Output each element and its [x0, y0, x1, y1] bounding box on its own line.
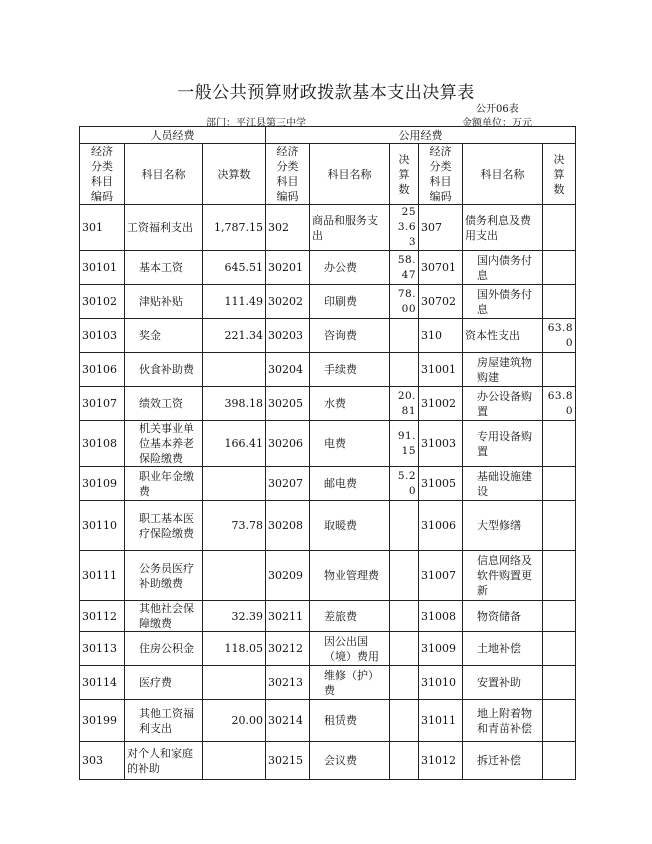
amount-cell — [543, 632, 576, 666]
amount-cell — [543, 251, 576, 285]
header-name: 科目名称 — [310, 144, 390, 205]
code-cell: 30113 — [80, 632, 125, 666]
name-cell: 债务利息及费用支出 — [463, 205, 543, 251]
name-cell: 资本性支出 — [463, 319, 543, 353]
amount-cell — [390, 353, 419, 387]
name-cell: 国外债务付息 — [463, 285, 543, 319]
table-row — [80, 285, 576, 319]
name-cell: 房屋建筑物购建 — [463, 353, 543, 387]
amount-cell — [543, 467, 576, 501]
table-row — [80, 632, 576, 666]
amount-cell: 166.41 — [203, 421, 266, 467]
code-cell: 30211 — [266, 601, 310, 632]
amount-cell: 32.39 — [203, 601, 266, 632]
header-name: 科目名称 — [125, 144, 203, 205]
amount-cell — [390, 742, 419, 780]
code-cell: 30111 — [80, 551, 125, 601]
amount-cell — [543, 501, 576, 551]
code-cell: 30213 — [266, 666, 310, 700]
amount-cell: 118.05 — [203, 632, 266, 666]
code-cell: 30702 — [419, 285, 463, 319]
name-cell: 差旅费 — [310, 601, 390, 632]
table-row — [80, 601, 576, 632]
section-header-row — [80, 127, 576, 144]
name-cell: 公务员医疗补助缴费 — [125, 551, 203, 601]
code-cell: 30204 — [266, 353, 310, 387]
amount-cell — [390, 700, 419, 742]
amount-cell: 1,787.15 — [203, 205, 266, 251]
code-cell: 30205 — [266, 387, 310, 421]
code-cell: 30110 — [80, 501, 125, 551]
name-cell: 维修（护）费 — [310, 666, 390, 700]
code-cell: 31002 — [419, 387, 463, 421]
header-amount: 决算数 — [543, 144, 576, 205]
code-cell: 30209 — [266, 551, 310, 601]
amount-cell: 253.63 — [390, 205, 419, 251]
name-cell: 咨询费 — [310, 319, 390, 353]
name-cell: 印刷费 — [310, 285, 390, 319]
amount-cell — [543, 205, 576, 251]
code-cell: 31012 — [419, 742, 463, 780]
header-amount: 决算数 — [390, 144, 419, 205]
name-cell: 拆迁补偿 — [463, 742, 543, 780]
amount-cell: 111.49 — [203, 285, 266, 319]
code-cell: 30109 — [80, 467, 125, 501]
name-cell: 津贴补贴 — [125, 285, 203, 319]
code-cell: 30214 — [266, 700, 310, 742]
name-cell: 水费 — [310, 387, 390, 421]
amount-cell — [543, 666, 576, 700]
code-cell: 310 — [419, 319, 463, 353]
name-cell: 工资福利支出 — [125, 205, 203, 251]
code-cell: 30215 — [266, 742, 310, 780]
amount-cell — [390, 319, 419, 353]
amount-cell — [543, 421, 576, 467]
code-cell: 30114 — [80, 666, 125, 700]
amount-cell — [543, 353, 576, 387]
name-cell: 取暖费 — [310, 501, 390, 551]
amount-cell: 221.34 — [203, 319, 266, 353]
name-cell: 大型修缮 — [463, 501, 543, 551]
name-cell: 奖金 — [125, 319, 203, 353]
amount-cell: 63.80 — [543, 387, 576, 421]
name-cell: 商品和服务支出 — [310, 205, 390, 251]
code-cell: 31009 — [419, 632, 463, 666]
name-cell: 职工基本医疗保险缴费 — [125, 501, 203, 551]
name-cell: 其他工资福利支出 — [125, 700, 203, 742]
amount-cell: 20.81 — [390, 387, 419, 421]
section-personnel: 人员经费 — [80, 127, 266, 144]
name-cell: 基本工资 — [125, 251, 203, 285]
name-cell: 安置补助 — [463, 666, 543, 700]
code-cell: 30112 — [80, 601, 125, 632]
header-code: 经济分类科目编码 — [419, 144, 463, 205]
amount-cell: 73.78 — [203, 501, 266, 551]
name-cell: 会议费 — [310, 742, 390, 780]
code-cell: 30201 — [266, 251, 310, 285]
amount-cell — [390, 666, 419, 700]
code-cell: 31003 — [419, 421, 463, 467]
amount-cell — [543, 285, 576, 319]
amount-cell — [390, 551, 419, 601]
name-cell: 办公设备购置 — [463, 387, 543, 421]
table-row — [80, 387, 576, 421]
code-cell: 303 — [80, 742, 125, 780]
code-cell: 30106 — [80, 353, 125, 387]
name-cell: 办公费 — [310, 251, 390, 285]
code-cell: 30701 — [419, 251, 463, 285]
header-name: 科目名称 — [463, 144, 543, 205]
amount-cell — [390, 601, 419, 632]
table-row — [80, 467, 576, 501]
name-cell: 绩效工资 — [125, 387, 203, 421]
code-cell: 30212 — [266, 632, 310, 666]
page-title: 一般公共预算财政拨款基本支出决算表 — [177, 83, 475, 103]
code-cell: 31005 — [419, 467, 463, 501]
amount-cell: 63.80 — [543, 319, 576, 353]
name-cell: 因公出国（境）费用 — [310, 632, 390, 666]
name-cell: 电费 — [310, 421, 390, 467]
name-cell: 土地补偿 — [463, 632, 543, 666]
table-row — [80, 421, 576, 467]
table-row — [80, 700, 576, 742]
expenditure-table — [79, 126, 576, 780]
amount-cell — [203, 742, 266, 780]
section-public: 公用经费 — [266, 127, 576, 144]
amount-cell — [543, 601, 576, 632]
amount-cell — [390, 501, 419, 551]
header-code: 经济分类科目编码 — [80, 144, 125, 205]
table-row — [80, 205, 576, 251]
code-cell: 30101 — [80, 251, 125, 285]
name-cell: 信息网络及软件购置更新 — [463, 551, 543, 601]
code-cell: 31006 — [419, 501, 463, 551]
name-cell: 国内债务付息 — [463, 251, 543, 285]
code-cell: 31008 — [419, 601, 463, 632]
code-cell: 30199 — [80, 700, 125, 742]
name-cell: 医疗费 — [125, 666, 203, 700]
amount-cell: 398.18 — [203, 387, 266, 421]
amount-cell: 5.20 — [390, 467, 419, 501]
code-cell: 301 — [80, 205, 125, 251]
department-label: 部门：平江县第三中学 — [206, 118, 306, 129]
header-code: 经济分类科目编码 — [266, 144, 310, 205]
name-cell: 职业年金缴费 — [125, 467, 203, 501]
amount-cell: 20.00 — [203, 700, 266, 742]
name-cell: 手续费 — [310, 353, 390, 387]
code-cell: 31010 — [419, 666, 463, 700]
table-row — [80, 251, 576, 285]
table-row — [80, 742, 576, 780]
name-cell: 物资储备 — [463, 601, 543, 632]
amount-cell: 91.15 — [390, 421, 419, 467]
name-cell: 地上附着物和青苗补偿 — [463, 700, 543, 742]
code-cell: 302 — [266, 205, 310, 251]
column-header-row — [80, 144, 576, 205]
amount-cell: 78.00 — [390, 285, 419, 319]
amount-cell — [203, 666, 266, 700]
header-amount: 决算数 — [203, 144, 266, 205]
name-cell: 基础设施建设 — [463, 467, 543, 501]
table-row — [80, 319, 576, 353]
table-row — [80, 551, 576, 601]
name-cell: 邮电费 — [310, 467, 390, 501]
amount-cell — [390, 632, 419, 666]
form-number: 公开06表 — [476, 104, 519, 115]
name-cell: 机关事业单位基本养老保险缴费 — [125, 421, 203, 467]
name-cell: 租赁费 — [310, 700, 390, 742]
amount-cell — [543, 742, 576, 780]
amount-cell — [203, 551, 266, 601]
code-cell: 30108 — [80, 421, 125, 467]
code-cell: 30202 — [266, 285, 310, 319]
name-cell: 对个人和家庭的补助 — [125, 742, 203, 780]
code-cell: 30206 — [266, 421, 310, 467]
amount-cell — [203, 467, 266, 501]
table-row — [80, 501, 576, 551]
code-cell: 30207 — [266, 467, 310, 501]
name-cell: 其他社会保障缴费 — [125, 601, 203, 632]
table-row — [80, 353, 576, 387]
code-cell: 31007 — [419, 551, 463, 601]
amount-cell: 58.47 — [390, 251, 419, 285]
unit-label: 金额单位：万元 — [462, 118, 532, 129]
code-cell: 31001 — [419, 353, 463, 387]
name-cell: 伙食补助费 — [125, 353, 203, 387]
amount-cell: 645.51 — [203, 251, 266, 285]
code-cell: 30208 — [266, 501, 310, 551]
code-cell: 30203 — [266, 319, 310, 353]
code-cell: 307 — [419, 205, 463, 251]
name-cell: 住房公积金 — [125, 632, 203, 666]
code-cell: 30102 — [80, 285, 125, 319]
name-cell: 专用设备购置 — [463, 421, 543, 467]
code-cell: 31011 — [419, 700, 463, 742]
code-cell: 30107 — [80, 387, 125, 421]
name-cell: 物业管理费 — [310, 551, 390, 601]
amount-cell — [543, 551, 576, 601]
code-cell: 30103 — [80, 319, 125, 353]
table-row — [80, 666, 576, 700]
amount-cell — [203, 353, 266, 387]
amount-cell — [543, 700, 576, 742]
